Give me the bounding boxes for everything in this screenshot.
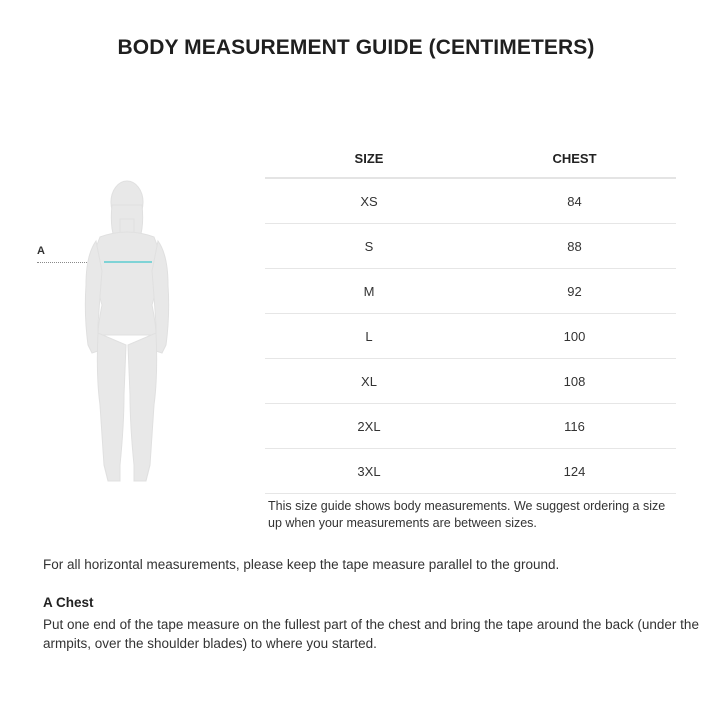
chest-cell: 100 xyxy=(473,314,676,359)
size-cell: S xyxy=(265,224,473,269)
measurement-marker-label: A xyxy=(37,245,45,257)
page-title: BODY MEASUREMENT GUIDE (CENTIMETERS) xyxy=(117,36,595,59)
chest-cell: 116 xyxy=(473,404,676,449)
chest-cell: 108 xyxy=(473,359,676,404)
size-cell: XL xyxy=(265,359,473,404)
size-cell: M xyxy=(265,269,473,314)
female-body-silhouette-icon xyxy=(60,175,210,495)
chest-instruction-heading: A Chest xyxy=(43,595,94,610)
table-row xyxy=(265,359,676,404)
horizontal-measurement-instruction: For all horizontal measurements, please keep the tape measure parallel to the ground. xyxy=(43,557,560,572)
table-row xyxy=(265,224,676,269)
size-guide-note: This size guide shows body measurements. We suggest ordering a size up when your measurements are between sizes. xyxy=(268,499,666,530)
body-figure xyxy=(60,175,210,495)
chest-cell: 92 xyxy=(473,269,676,314)
table-row xyxy=(265,404,676,449)
chest-cell: 124 xyxy=(473,449,676,494)
column-header-chest: CHEST xyxy=(473,140,676,178)
chest-instruction-text: Put one end of the tape measure on the fullest part of the chest and bring the tape around the back (under the armpits, over the shoulder blades) to where you started. xyxy=(43,617,699,651)
column-header-size: SIZE xyxy=(265,140,473,178)
size-chart-table xyxy=(265,140,676,494)
chest-cell: 84 xyxy=(473,178,676,224)
table-row xyxy=(265,178,676,224)
size-cell: L xyxy=(265,314,473,359)
table-row xyxy=(265,269,676,314)
table-header-row xyxy=(265,140,676,178)
table-row xyxy=(265,314,676,359)
size-cell: 2XL xyxy=(265,404,473,449)
chest-cell: 88 xyxy=(473,224,676,269)
table-row xyxy=(265,449,676,494)
size-cell: 3XL xyxy=(265,449,473,494)
size-cell: XS xyxy=(265,178,473,224)
